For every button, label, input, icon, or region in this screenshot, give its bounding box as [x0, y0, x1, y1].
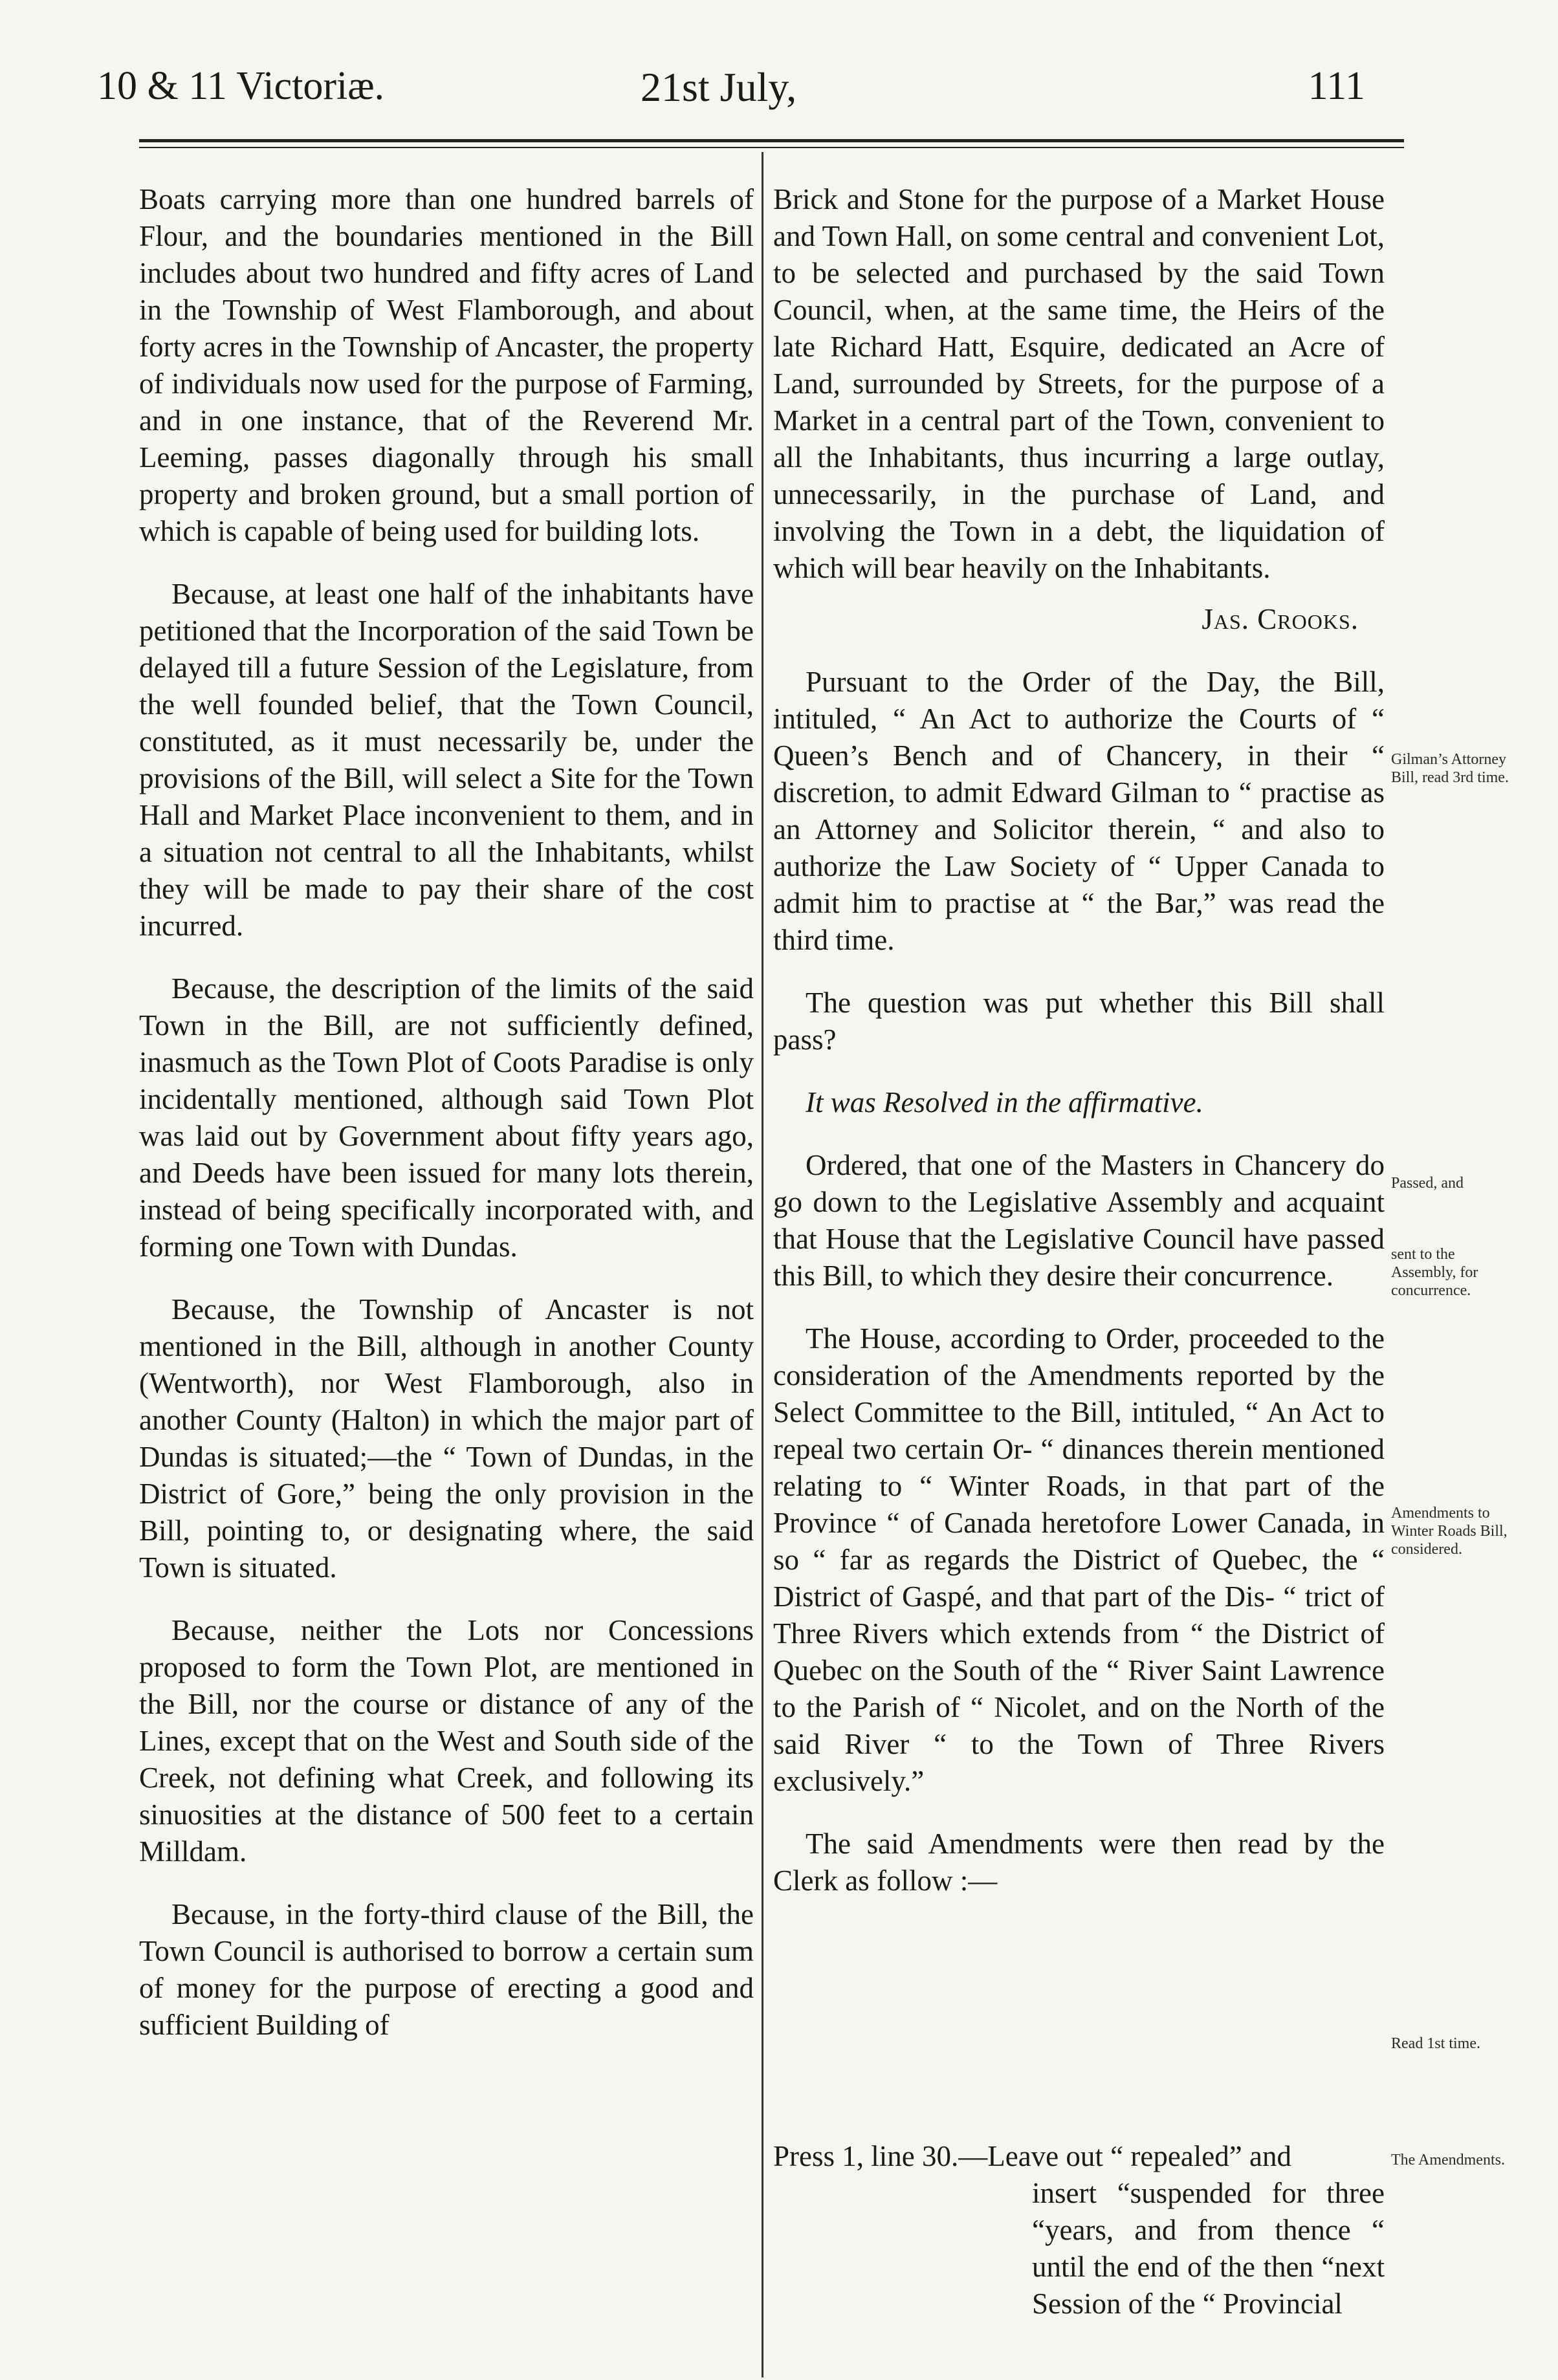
- left-paragraph-2: Because, at least one half of the inhabitants have petitioned that the Incorporation of the said Town be delayed till a future Session of the Legislature, from the well founded belief, that the Town Council, constituted, as it must necessarily be, under the provisions of the Bill, will select a Site for the Town Hall and Market Place inconvenient to them, and in a situation not central to all the Inhabitants, whilst they will be made to pay their share of the cost incurred.: [139, 578, 754, 942]
- amendment-quote: insert “suspended for three “years, and from thence “ until the end of the then “next Session of the “ Provincial: [1032, 2177, 1385, 2320]
- left-paragraph-3: Because, the description of the limits of the said Town in the Bill, are not sufficiently defined, inasmuch as the Town Plot of Coots Paradise is only incidentally mentioned, although said Town Plot was laid out by Government about fifty years ago, and Deeds have been issued for many lots therein, instead of being specifically incorporated with, and forming one Town with Dundas.: [139, 972, 754, 1263]
- left-paragraph-6: Because, in the forty-third clause of the Bill, the Town Council is authorised to borrow a certain sum of money for the purpose of erecting a good and sufficient Building of: [139, 1898, 754, 2041]
- header-rule-thick: [139, 139, 1404, 142]
- running-header: [97, 63, 1365, 122]
- signature: Jas. Crooks.: [1201, 603, 1359, 635]
- margin-note-sent: sent to the Assembly, for concurrence.: [1391, 1246, 1478, 1299]
- right-paragraph-6: The House, according to Order, proceeded to the consideration of the Amendments reported by the Select Committee to the Bill, intituled, “ An Act to repeal two certain Or- “ dinances therein mentioned relating to “ Winter Roads, in that part of the Province “ of Canada heretofore Lower Canada, in so “ far as regards the District of Quebec, the “ District of Gaspé, and that part of the Dis- “ trict of Three Rivers which extends from “ the District of Quebec on the South of the “ River Saint Lawrence to the Parish of “ Nicolet, and on the North of the said River “ to the Town of Three Rivers exclusively.”: [773, 1322, 1385, 1797]
- right-paragraph-7: The said Amendments were then read by the Clerk as follow :—: [773, 1828, 1385, 1897]
- header-rule-thin: [139, 147, 1404, 148]
- margin-note-passed: Passed, and: [1391, 1175, 1464, 1192]
- right-paragraph-4: It was Resolved in the affirmative.: [806, 1086, 1203, 1119]
- left-paragraph-5: Because, neither the Lots nor Concessions proposed to form the Town Plot, are mentioned in the Bill, nor the course or distance of any of the Lines, except that on the West and South side of the Creek, not defining what Creek, and following its sinuosities at the distance of 500 feet to a certain Milldam.: [139, 1614, 754, 1868]
- right-column: [773, 181, 1385, 1925]
- left-column: [139, 181, 754, 2069]
- margin-note-amendments: The Amendments.: [1391, 2152, 1505, 2168]
- page-number: 111: [1308, 64, 1365, 108]
- margin-note-winter-roads: Amendments to Winter Roads Bill, considered.: [1391, 1505, 1508, 1558]
- right-paragraph-1: Brick and Stone for the purpose of a Market House and Town Hall, on some central and convenient Lot, to be selected and purchased by the said Town Council, when, at the same time, the Heirs of the late Richard Hatt, Esquire, dedicated an Acre of Land, surrounded by Streets, for the purpose of a Market in a central part of the Town, convenient to all the Inhabitants, thus incurring a large outlay, unnecessarily, in the purchase of Land, and involving the Town in a debt, the liquidation of which will bear heavily on the Inhabitants.: [773, 183, 1385, 584]
- amendment-block: [773, 2138, 1385, 2322]
- right-paragraph-3: The question was put whether this Bill shall pass?: [773, 987, 1385, 1056]
- left-paragraph-1: Boats carrying more than one hundred barrels of Flour, and the boundaries mentioned in the Bill includes about two hundred and fifty acres of Land in the Township of West Flamborough, and about forty acres in the Township of Ancaster, the property of individuals now used for the purpose of Farming, and in one instance, that of the Reverend Mr. Leeming, passes diagonally through his small property and broken ground, but a small portion of which is capable of being used for building lots.: [139, 183, 754, 547]
- right-paragraph-5: Ordered, that one of the Masters in Chancery do go down to the Legislative Assembly and acquaint that House that the Legislative Council have passed this Bill, to which they desire their concurrence.: [773, 1149, 1385, 1292]
- margin-note-read-first: Read 1st time.: [1391, 2035, 1480, 2052]
- header-date: 21st July,: [641, 64, 797, 110]
- margin-note-gilman: Gilman’s Attorney Bill, read 3rd time.: [1391, 751, 1509, 786]
- amendment-head: Press 1, line 30.—Leave out “ repealed” and: [773, 2140, 1291, 2172]
- header-session: 10 & 11 Victoriæ.: [97, 64, 385, 108]
- column-divider: [762, 152, 763, 2377]
- left-paragraph-4: Because, the Township of Ancaster is not mentioned in the Bill, although in another County (Wentworth), nor West Flamborough, also in another County (Halton) in which the major part of Dundas is situated;—the “ Town of Dundas, in the District of Gore,” being the only provision in the Bill, pointing to, or designating where, the said Town is situated.: [139, 1293, 754, 1584]
- right-paragraph-2: Pursuant to the Order of the Day, the Bill, intituled, “ An Act to authorize the Courts of “ Queen’s Bench and of Chancery, in their “ discretion, to admit Edward Gilman to “ practise as an Attorney and Solicitor therein, “ and also to authorize the Law Society of “ Upper Canada to admit him to practise at “ the Bar,” was read the third time.: [773, 666, 1385, 956]
